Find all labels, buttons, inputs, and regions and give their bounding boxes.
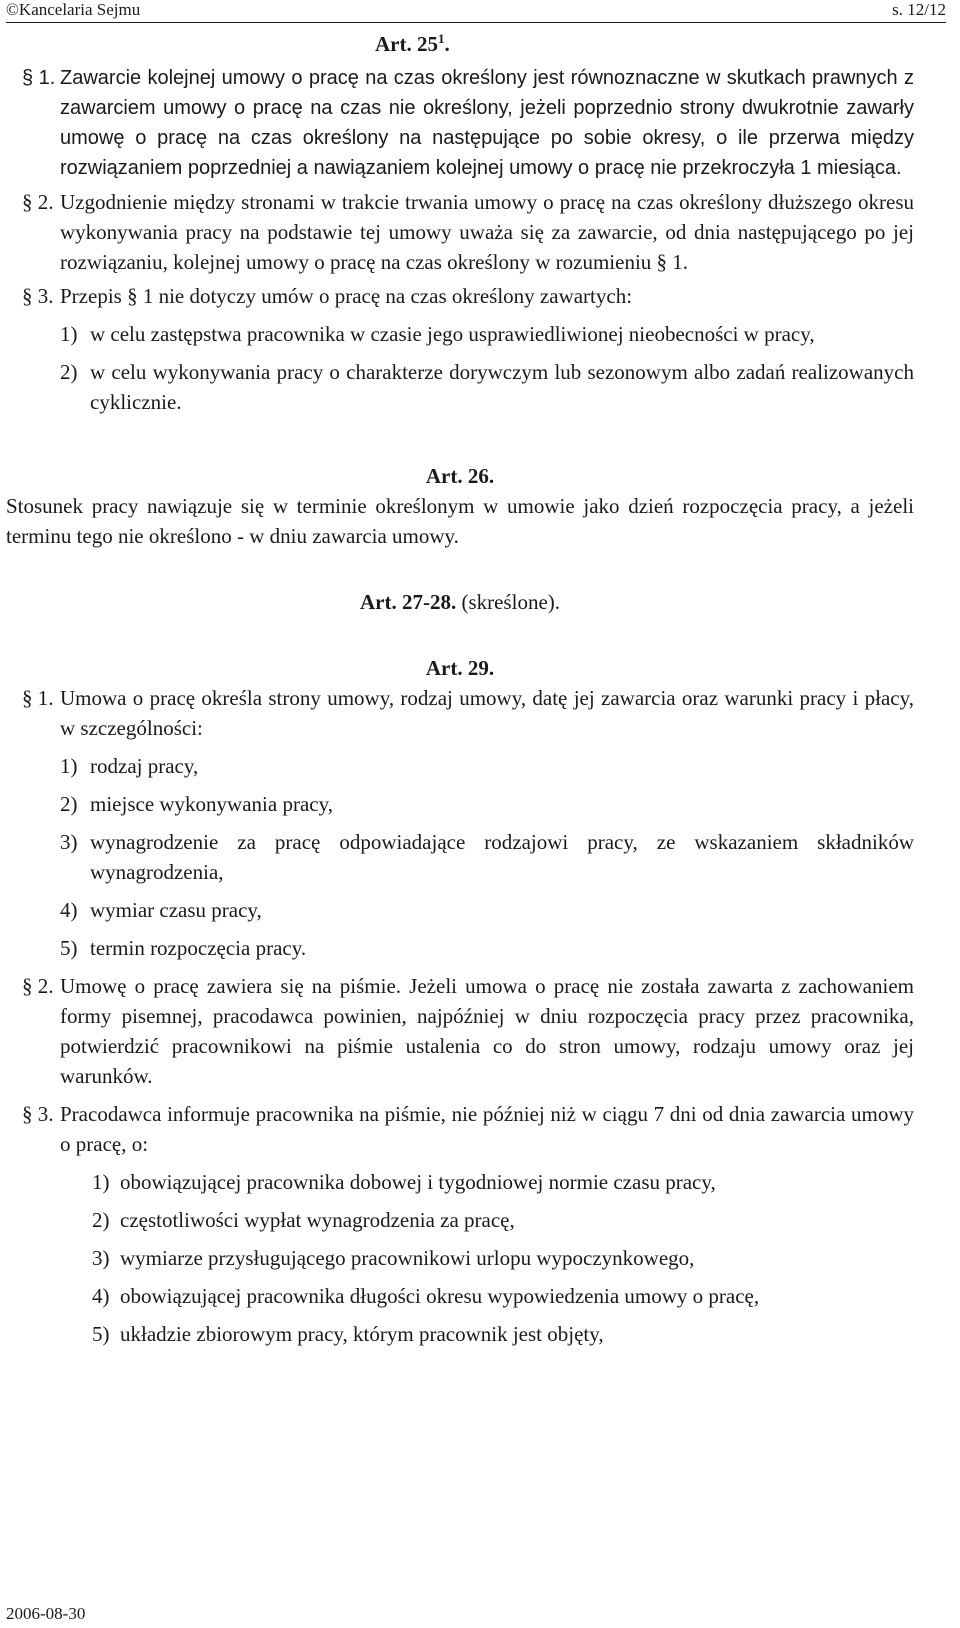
- article-27-28-title: Art. 27-28. (skreślone).: [359, 590, 561, 614]
- footer-date: 2006-08-30: [6, 1604, 86, 1623]
- article-29-title: Art. 29.: [425, 656, 495, 680]
- item-text: obowiązującej pracownika dobowej i tygodniowej normie czasu pracy,: [120, 1170, 716, 1194]
- item-text: wynagrodzenie za pracę odpowiadające rodzajowi pracy, ze wskazaniem składników wynagrodzenia,: [90, 830, 914, 884]
- list-item: [0, 1243, 920, 1273]
- document-body: [0, 24, 920, 1357]
- article-26-text: Stosunek pracy nawiązuje się w terminie określonym w umowie jako dzień rozpoczęcia pracy, a jeżeli terminu tego nie określono - w dniu zawarcia umowy.: [6, 494, 914, 548]
- list-item: [0, 789, 920, 819]
- para-text: Uzgodnienie między stronami w trakcie trwania umowy o pracę na czas określony dłuższego okresu wykonywania pracy na podstawie tej umowy uważa się za zawarcie, od dnia następującego po jej rozwiązaniu, kolejnej umowy o pracę na czas określony w rozumieniu § 1.: [60, 190, 914, 274]
- page-header: [6, 0, 946, 23]
- item-number: 3): [60, 830, 78, 854]
- item-number: 1): [92, 1170, 110, 1194]
- list-item: [0, 751, 920, 781]
- item-number: 1): [60, 754, 78, 778]
- item-text: rodzaj pracy,: [90, 754, 199, 778]
- article-25-title: Art. $25^1$.: [375, 31, 450, 56]
- para-number: § 3.: [22, 1102, 54, 1126]
- article-25-para-3: [0, 281, 920, 311]
- para-number: § 2.: [22, 190, 54, 214]
- list-item: [0, 895, 920, 925]
- list-item: [0, 827, 920, 887]
- para-text: Umowa o pracę określa strony umowy, rodzaj umowy, datę jej zawarcia oraz warunki pracy i płacy, w szczególności:: [60, 686, 914, 740]
- article-25-para-2: [0, 187, 920, 277]
- item-text: wymiar czasu pracy,: [90, 898, 262, 922]
- repealed-note: (skreślone).: [461, 590, 561, 614]
- item-number: 1): [60, 322, 78, 346]
- list-item: [0, 1205, 920, 1235]
- item-number: 4): [92, 1284, 110, 1308]
- para-text: Przepis § 1 nie dotyczy umów o pracę na czas określony zawartych:: [60, 284, 633, 308]
- item-number: 2): [60, 360, 78, 384]
- item-text: częstotliwości wypłat wynagrodzenia za pracę,: [120, 1208, 515, 1232]
- para-number: § 3.: [22, 284, 54, 308]
- copyright-label: ©Kancelaria Sejmu: [6, 0, 141, 19]
- article-29-para-1: [0, 683, 920, 743]
- article-29-para-2: [0, 971, 920, 1091]
- item-number: 4): [60, 898, 78, 922]
- item-text: obowiązującej pracownika długości okresu wypowiedzenia umowy o pracę,: [120, 1284, 760, 1308]
- list-item: [0, 1319, 920, 1349]
- list-item: [0, 319, 920, 349]
- item-text: układzie zbiorowym pracy, którym pracownik jest objęty,: [120, 1322, 604, 1346]
- article-29-para-3: [0, 1099, 920, 1159]
- article-25-superscript: 1: [437, 31, 445, 46]
- item-text: miejsce wykonywania pracy,: [90, 792, 333, 816]
- para-text: Pracodawca informuje pracownika na piśmie, nie później niż w ciągu 7 dni od dnia zawarcia umowy o pracę, o:: [60, 1102, 914, 1156]
- list-item: [0, 933, 920, 963]
- item-text: w celu zastępstwa pracownika w czasie jego usprawiedliwionej nieobecności w pracy,: [90, 322, 815, 346]
- para-text: Umowę o pracę zawiera się na piśmie. Jeżeli umowa o pracę nie została zawarta z zachowaniem formy pisemnej, pracodawca powinien, najpóźniej w dniu rozpoczęcia pracy przez pracownika, potwierdzić pracownikowi na piśmie ustalenia co do stron umowy, rodzaju umowy oraz jej warunków.: [60, 974, 914, 1088]
- para-number: § 1.: [22, 686, 54, 710]
- item-text: termin rozpoczęcia pracy.: [90, 936, 307, 960]
- list-item: [0, 1281, 920, 1311]
- para-text: Zawarcie kolejnej umowy o pracę na czas określony jest równoznaczne w skutkach prawnych z zawarciem umowy o pracę na czas nie określony, jeżeli poprzednio strony dwukrotnie zawarły umowę o pracę na czas określony na następujące po sobie okresy, o ile przerwa między rozwiązaniem poprzedniej a nawiązaniem kolejnej umowy o pracę nie przekroczyła 1 miesiąca.: [60, 67, 914, 179]
- item-number: 2): [92, 1208, 110, 1232]
- article-25-para-1: [0, 63, 920, 183]
- item-number: 2): [60, 792, 78, 816]
- article-26-title: Art. 26.: [425, 464, 495, 488]
- item-number: 5): [92, 1322, 110, 1346]
- list-item: [0, 357, 920, 417]
- item-number: 5): [60, 936, 78, 960]
- list-item: [0, 1167, 920, 1197]
- item-number: 3): [92, 1246, 110, 1270]
- page-number: s. 12/12: [892, 0, 946, 19]
- item-text: w celu wykonywania pracy o charakterze dorywczym lub sezonowym albo zadań realizowanych cyklicznie.: [90, 360, 914, 414]
- item-text: wymiarze przysługującego pracownikowi urlopu wypoczynkowego,: [120, 1246, 695, 1270]
- para-number: § 1.: [22, 67, 56, 89]
- para-number: § 2.: [22, 974, 54, 998]
